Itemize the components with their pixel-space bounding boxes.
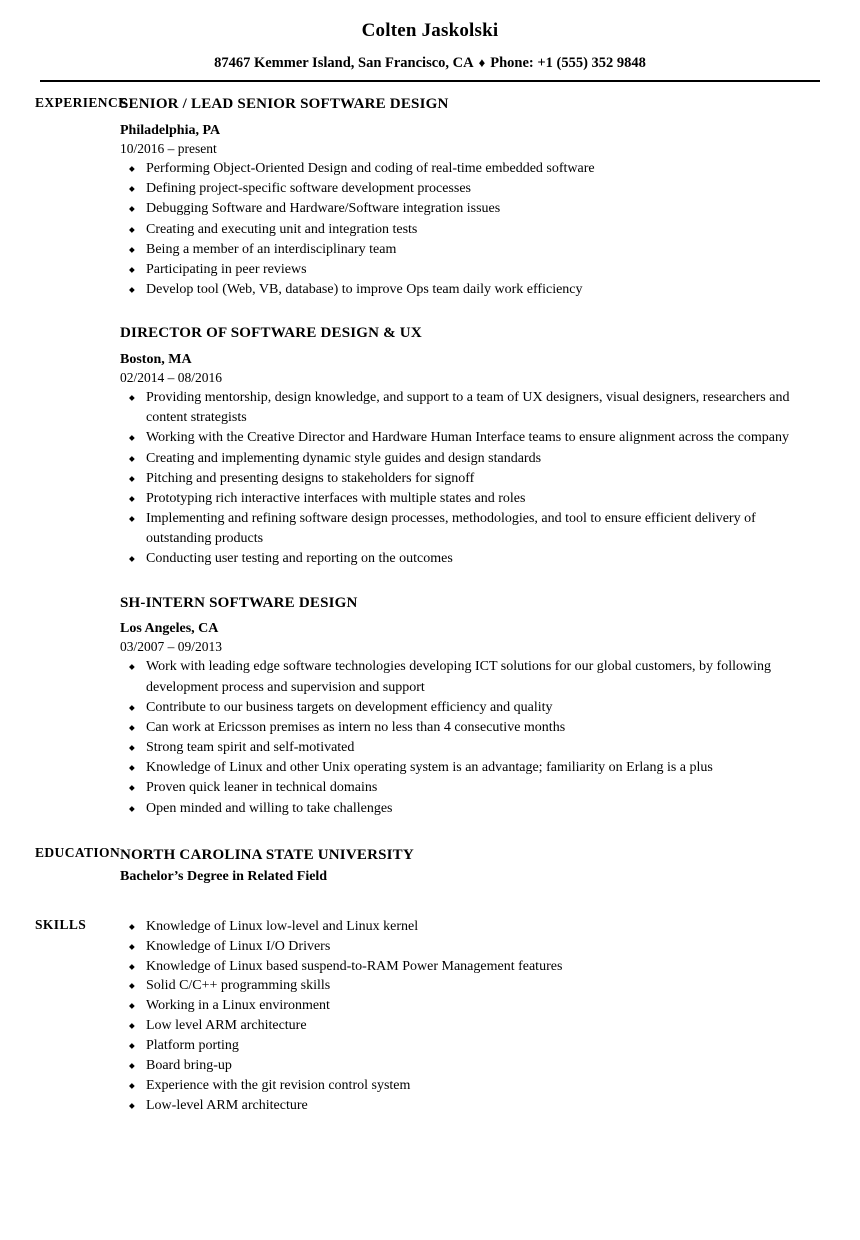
education-section <box>0 845 860 887</box>
job-entry <box>120 95 812 300</box>
resume-header <box>0 0 860 82</box>
list-item: ◆ Creating and executing unit and integration tests <box>120 220 812 240</box>
experience-body <box>120 95 860 818</box>
candidate-name: Colten Jaskolski <box>361 20 499 41</box>
job-location: Philadelphia, PA <box>120 122 221 138</box>
list-item: ◆ Proven quick leaner in technical domains <box>120 778 812 798</box>
contact-address: 87467 Kemmer Island, San Francisco, CA <box>214 54 474 71</box>
list-item: ◆ Platform porting <box>120 1036 812 1056</box>
skills-body <box>120 917 860 1116</box>
list-item: ◆ Performing Object-Oriented Design and coding of real-time embedded software <box>120 159 812 179</box>
list-item: ◆ Being a member of an interdisciplinary team <box>120 240 812 260</box>
list-item: ◆ Solid C/C++ programming skills <box>120 976 812 996</box>
job-title: DIRECTOR OF SOFTWARE DESIGN & UX <box>120 325 422 342</box>
list-item: ◆ Participating in peer reviews <box>120 260 812 280</box>
list-item: ◆ Experience with the git revision control system <box>120 1076 812 1096</box>
list-item: ◆ Strong team spirit and self-motivated <box>120 738 812 758</box>
job-dates: 02/2014 – 08/2016 <box>120 369 223 385</box>
list-item: ◆ Conducting user testing and reporting on the outcomes <box>120 549 812 569</box>
list-item: ◆ Implementing and refining software design processes, methodologies, and tool to ensure efficient delivery of outstanding products <box>120 509 812 549</box>
section-label-experience: EXPERIENCE <box>35 95 128 111</box>
list-item: ◆ Low-level ARM architecture <box>120 1096 812 1116</box>
list-item: ◆ Contribute to our business targets on development efficiency and quality <box>120 698 812 718</box>
list-item: ◆ Knowledge of Linux based suspend-to-RAM Power Management features <box>120 957 812 977</box>
job-entry <box>120 324 812 569</box>
list-item: ◆ Working with the Creative Director and Hardware Human Interface teams to ensure alignment across the company <box>120 428 812 448</box>
education-school: NORTH CAROLINA STATE UNIVERSITY <box>120 846 414 863</box>
list-item: ◆ Can work at Ericsson premises as intern no less than 4 consecutive months <box>120 718 812 738</box>
list-item: ◆ Defining project-specific software development processes <box>120 179 812 199</box>
header-divider <box>40 80 820 82</box>
list-item: ◆ Develop tool (Web, VB, database) to improve Ops team daily work efficiency <box>120 280 812 300</box>
list-item: ◆ Knowledge of Linux and other Unix operating system is an advantage; familiarity on Erlang is a plus <box>120 758 812 778</box>
education-body <box>120 845 860 887</box>
list-item: ◆ Low level ARM architecture <box>120 1016 812 1036</box>
diamond-separator-icon: ♦ <box>478 54 486 70</box>
list-item: ◆ Pitching and presenting designs to stakeholders for signoff <box>120 469 812 489</box>
list-item: ◆ Work with leading edge software technologies developing ICT solutions for our global customers, by following development process and supervision and support <box>120 657 812 697</box>
list-item: ◆ Knowledge of Linux low-level and Linux kernel <box>120 917 812 937</box>
list-item: ◆ Providing mentorship, design knowledge, and support to a team of UX designers, visual designers, researchers and content strategists <box>120 388 812 428</box>
job-responsibility-list <box>120 657 812 818</box>
list-item: ◆ Working in a Linux environment <box>120 996 812 1016</box>
section-label-education: EDUCATION <box>35 844 121 860</box>
job-title: SENIOR / LEAD SENIOR SOFTWARE DESIGN <box>120 96 449 113</box>
list-item: ◆ Board bring-up <box>120 1056 812 1076</box>
job-responsibility-list <box>120 159 812 300</box>
section-label-skills: SKILLS <box>35 916 87 932</box>
job-dates: 03/2007 – 09/2013 <box>120 639 223 655</box>
list-item: ◆ Creating and implementing dynamic style guides and design standards <box>120 449 812 469</box>
job-title: SH-INTERN SOFTWARE DESIGN <box>120 594 358 611</box>
job-dates: 10/2016 – present <box>120 140 217 156</box>
education-degree: Bachelor’s Degree in Related Field <box>120 868 328 884</box>
list-item: ◆ Knowledge of Linux I/O Drivers <box>120 937 812 957</box>
list-item: ◆ Debugging Software and Hardware/Software integration issues <box>120 199 812 219</box>
contact-phone: Phone: +1 (555) 352 9848 <box>490 54 646 71</box>
experience-section <box>0 95 860 818</box>
list-item: ◆ Open minded and willing to take challenges <box>120 799 812 819</box>
job-responsibility-list <box>120 388 812 569</box>
job-location: Boston, MA <box>120 351 192 367</box>
list-item: ◆ Prototyping rich interactive interfaces with multiple states and roles <box>120 489 812 509</box>
contact-line <box>0 55 860 72</box>
job-entry <box>120 594 812 819</box>
skills-section <box>0 917 860 1116</box>
skills-list <box>120 917 812 1116</box>
job-location: Los Angeles, CA <box>120 621 219 636</box>
